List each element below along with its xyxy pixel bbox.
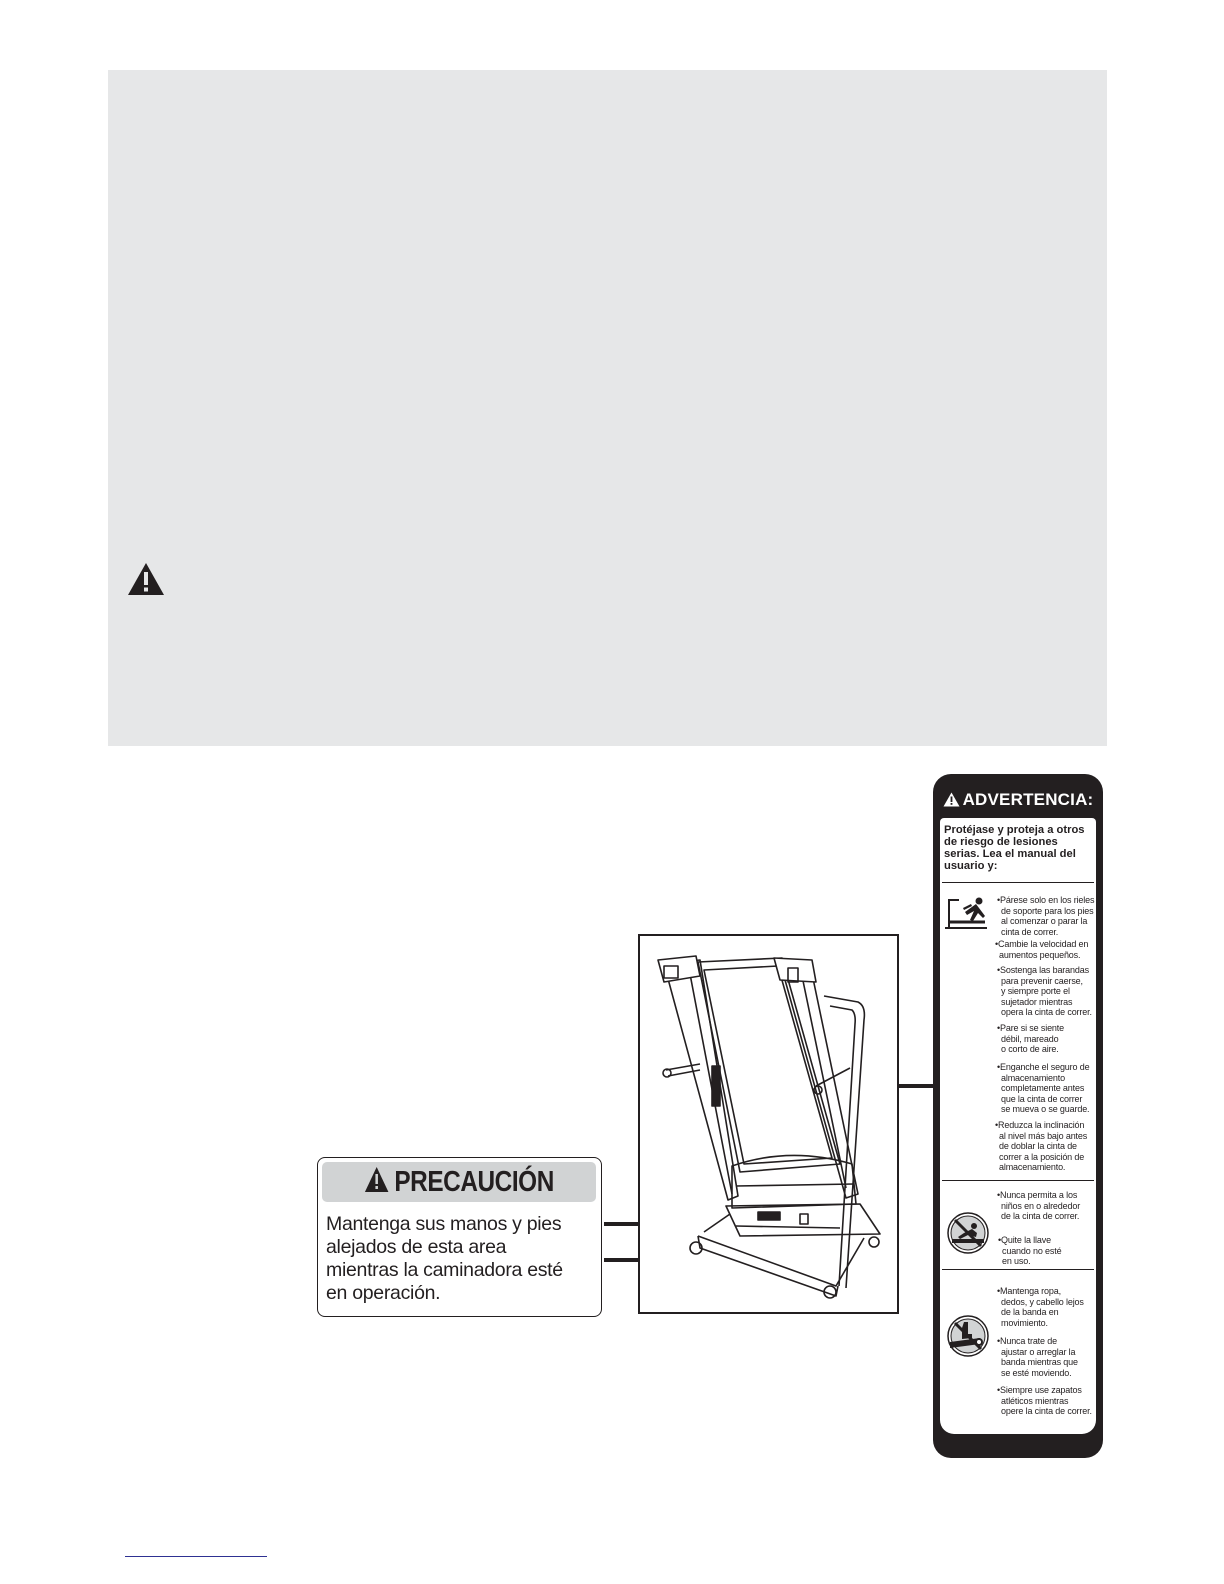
precaucion-text [326, 1213, 602, 1305]
advertencia-intro: Protéjase y proteja a otros de riesgo de lesiones serias. Lea el manual del usuario y: [944, 824, 1085, 872]
precaucion-line: en operación. [326, 1282, 441, 1304]
no-hands-belt-icon [946, 1314, 990, 1358]
treadmill-illustration-frame [638, 934, 899, 1314]
folded-treadmill-illustration [640, 936, 897, 1312]
divider [942, 882, 1094, 883]
advertencia-bullet: •Pare si se siente débil, mareado o corto de aire. [997, 1023, 1064, 1054]
divider [942, 1180, 1094, 1181]
advertencia-bullet: •Sostenga las barandas para prevenir caerse, y siempre porte el sujetador mientras opera la cinta de correr. [997, 965, 1092, 1017]
treadmill-fall-icon [943, 894, 989, 930]
advertencia-body [940, 818, 1096, 1434]
divider [942, 1269, 1094, 1270]
precaucion-title-text: PRECAUCIÓN [394, 1166, 554, 1198]
advertencia-bullet: •Nunca trate de ajustar o arreglar la banda mientras que se esté moviendo. [997, 1336, 1078, 1378]
no-children-icon [946, 1211, 990, 1255]
warning-triangle-icon [943, 792, 960, 807]
advertencia-warning-label [933, 774, 1103, 1458]
warning-triangle-icon [364, 1166, 389, 1193]
advertencia-bullet: •Mantenga ropa, dedos, y cabello lejos de la banda en movimiento. [997, 1286, 1084, 1328]
advertencia-title-text: ADVERTENCIA: [962, 790, 1094, 809]
precaucion-warning-label [317, 1157, 602, 1317]
advertencia-bullet: •Párese solo en los rieles de soporte para los pies al comenzar o parar la cinta de correr. [997, 895, 1095, 937]
advertencia-bullet: •Reduzca la inclinación al nivel más bajo antes de doblar la cinta de correr a la posición de almacenamiento. [995, 1120, 1088, 1172]
advertencia-bullet: •Quite la llave cuando no esté en uso. [998, 1235, 1062, 1266]
advertencia-bullet: •Siempre use zapatos atléticos mientras opere la cinta de correr. [997, 1385, 1092, 1416]
precaucion-header [322, 1162, 596, 1202]
precaucion-line: alejados de esta area [326, 1236, 507, 1258]
advertencia-title [933, 790, 1103, 810]
advertencia-bullet: •Nunca permita a los niños en o alrededor de la cinta de correr. [997, 1190, 1081, 1221]
advertencia-bullet: •Enganche el seguro de almacenamiento completamente antes que la cinta de correr se mueva o se guarde. [997, 1062, 1090, 1114]
precaucion-line: Mantenga sus manos y pies [326, 1213, 562, 1235]
precaucion-title [364, 1166, 554, 1199]
footer-link-line[interactable] [125, 1556, 267, 1557]
advertencia-bullet: •Cambie la velocidad en aumentos pequeños. [995, 939, 1089, 960]
precaucion-line: mientras la caminadora esté [326, 1259, 563, 1281]
